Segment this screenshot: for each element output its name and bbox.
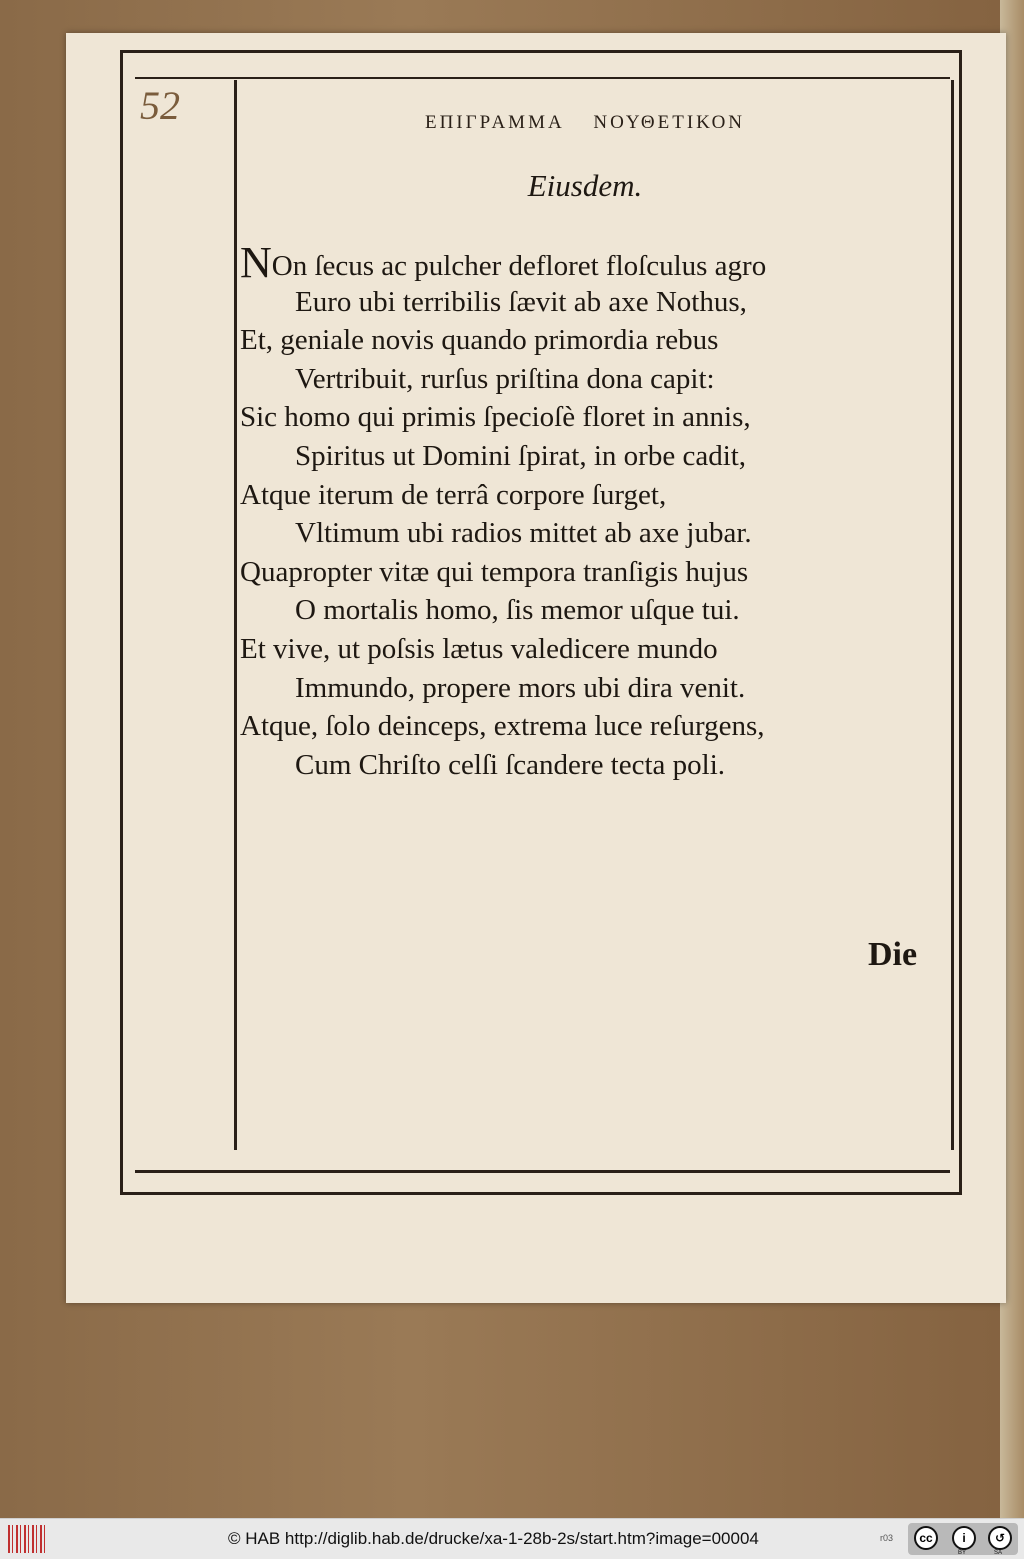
poem-line: Immundo, propere mors ubi dira venit. bbox=[295, 671, 746, 704]
poem-line: Cum Chriſto celſi ſcandere tecta poli. bbox=[295, 748, 726, 781]
poem-line: O mortalis homo, ſis memor uſque tui. bbox=[295, 594, 740, 627]
sa-icon: ↺ bbox=[988, 1526, 1012, 1550]
page-border-rule-top bbox=[135, 77, 950, 79]
poem-line: Spiritus ut Domini ſpirat, in orbe cadit, bbox=[295, 439, 747, 472]
viewer-footer bbox=[0, 1518, 1024, 1559]
catchword: Die bbox=[868, 936, 918, 973]
drop-cap: N bbox=[240, 238, 272, 287]
cc-license-badge[interactable] bbox=[908, 1523, 1018, 1555]
poem-body bbox=[240, 238, 940, 784]
poem-line: Atque, ſolo deinceps, extrema luce reſurgens, bbox=[240, 710, 765, 743]
copyright-credit-link[interactable]: © HAB http://diglib.hab.de/drucke/xa-1-28b-2s/start.htm?image=00004 bbox=[228, 1529, 759, 1548]
by-icon: i bbox=[952, 1526, 976, 1550]
poem-line: Vltimum ubi radios mittet ab axe jubar. bbox=[295, 517, 752, 550]
page-number: 52 bbox=[140, 83, 180, 128]
by-label: BY bbox=[958, 1550, 967, 1556]
running-head: ΕΠΙΓΡΑΜΜΑ ΝΟΥΘΕΤΙΚΟΝ bbox=[424, 112, 746, 133]
poem-line: Et vive, ut poſsis lætus valedicere mundo bbox=[240, 632, 718, 665]
poem-line: Sic homo qui primis ſpecioſè floret in annis, bbox=[240, 401, 751, 434]
poem-line: Atque iterum de terrâ corpore ſurget, bbox=[240, 478, 667, 511]
sa-label: SA bbox=[994, 1550, 1003, 1556]
library-barcode-icon bbox=[8, 1525, 48, 1553]
cc-icon: cc bbox=[914, 1526, 938, 1550]
poem-line: NOn ſecus ac pulcher defloret floſculus agro bbox=[240, 238, 767, 287]
poem-line: Vertribuit, rurſus priſtina dona capit: bbox=[295, 362, 715, 395]
poem-heading: Eiusdem. bbox=[527, 168, 643, 203]
page-border-rule-bottom bbox=[135, 1170, 950, 1173]
poem-line: Quapropter vitæ qui tempora tranſigis hujus bbox=[240, 555, 749, 588]
poem-line: Et, geniale novis quando primordia rebus bbox=[240, 324, 719, 357]
version-label: r03 bbox=[880, 1533, 894, 1543]
poem-line: Euro ubi terribilis ſævit ab axe Nothus, bbox=[295, 285, 747, 318]
